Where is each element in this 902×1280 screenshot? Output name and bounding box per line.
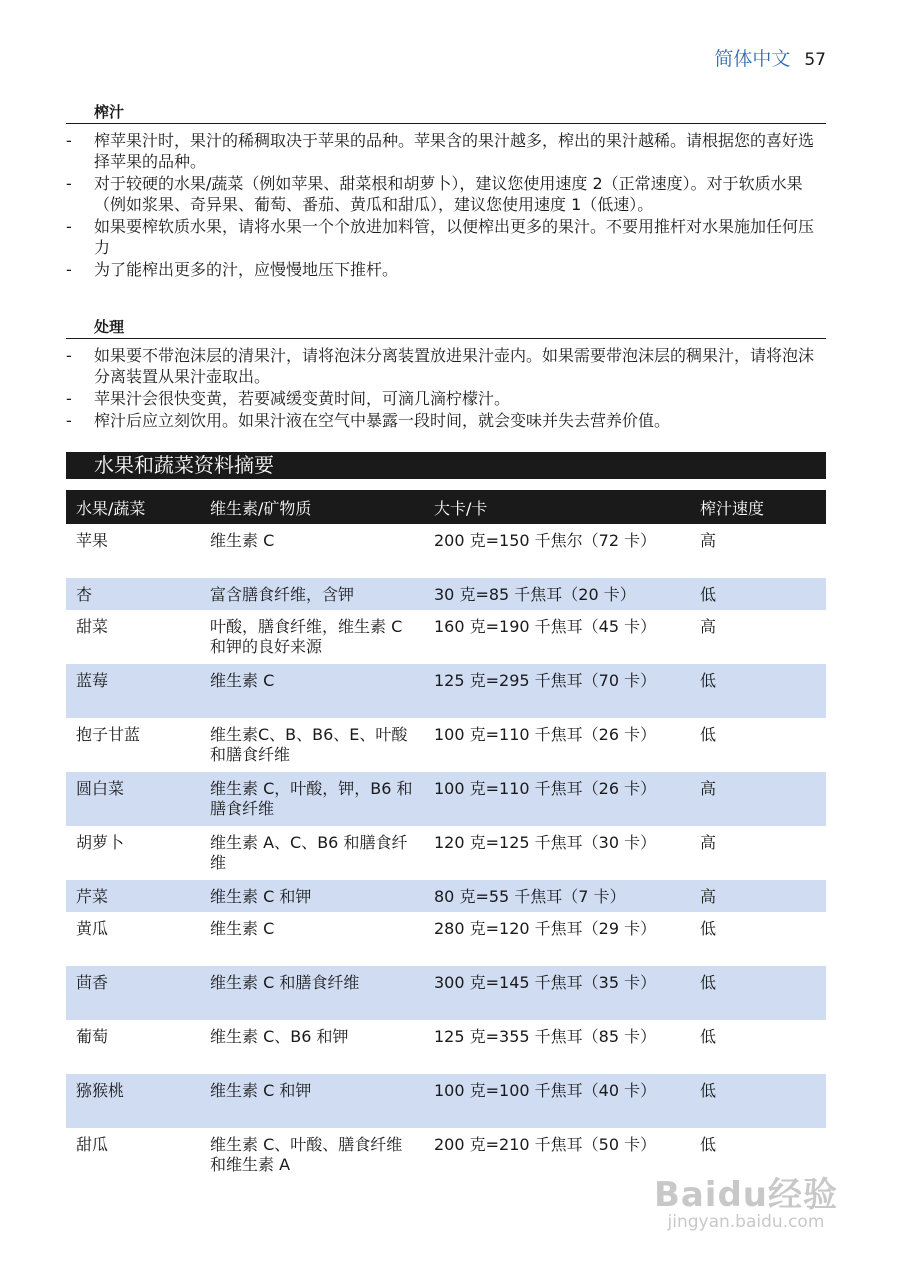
table-row xyxy=(66,664,826,718)
cell-speed: 低 xyxy=(690,664,826,718)
table-row xyxy=(66,772,826,826)
processing-section xyxy=(66,316,826,432)
baidu-watermark xyxy=(654,1167,838,1232)
cell-calories: 280 克=120 千焦耳（29 卡） xyxy=(434,919,657,938)
list-item-text: 对于较硬的水果/蔬菜（例如苹果、甜菜根和胡萝卜），建议您使用速度 2（正常速度）。对于软质水果（例如浆果、奇异果、葡萄、番茄、黄瓜和甜瓜），建议您使用速度 1（低速）。 xyxy=(94,174,803,214)
cell-vitamins: 维生素 A、C、B6 和膳食纤维 xyxy=(210,833,408,872)
summary-title: 水果和蔬菜资料摘要 xyxy=(66,452,826,479)
cell-produce: 圆白菜 xyxy=(66,772,200,826)
cell-calories: 125 克=355 千焦耳（85 卡） xyxy=(434,1027,657,1046)
cell-speed: 低 xyxy=(700,1027,717,1046)
cell-speed: 低 xyxy=(700,725,717,744)
cell-speed: 高 xyxy=(700,833,717,852)
list-item-text: 如果要不带泡沫层的清果汁，请将泡沫分离装置放进果汁壶内。如果需要带泡沫层的稠果汁，请将泡沫分离装置从果汁壶取出。 xyxy=(94,346,815,386)
table-row xyxy=(66,826,826,880)
language-label: 简体中文 xyxy=(714,48,791,70)
cell-speed: 低 xyxy=(690,966,826,1020)
list-item xyxy=(66,216,826,258)
cell-vitamins: 维生素 C xyxy=(210,919,275,938)
cell-calories: 300 克=145 千焦耳（35 卡） xyxy=(424,966,690,1020)
bullet-dash: - xyxy=(66,389,72,408)
cell-produce: 芹菜 xyxy=(66,880,200,912)
column-header-juice-speed: 榨汁速度 xyxy=(690,490,826,524)
page-number: 57 xyxy=(804,50,826,70)
juicing-section xyxy=(66,101,826,281)
bullet-dash: - xyxy=(66,346,72,365)
cell-vitamins: 维生素 C 和膳食纤维 xyxy=(200,966,424,1020)
column-header-vitamins: 维生素/矿物质 xyxy=(200,490,424,524)
cell-speed: 高 xyxy=(690,880,826,912)
table-row xyxy=(66,1074,826,1128)
cell-produce: 胡萝卜 xyxy=(76,833,125,852)
list-item xyxy=(66,345,826,387)
list-item xyxy=(66,130,826,172)
table-row xyxy=(66,966,826,1020)
list-item-text: 榨汁后应立刻饮用。如果汁液在空气中暴露一段时间，就会变味并失去营养价值。 xyxy=(94,411,671,430)
list-item-text: 榨苹果汁时，果汁的稀稠取决于苹果的品种。苹果含的果汁越多，榨出的果汁越稀。请根据您的喜好选择苹果的品种。 xyxy=(94,131,815,171)
cell-calories: 160 克=190 千焦耳（45 卡） xyxy=(434,617,657,636)
cell-vitamins: 维生素C、B、B6、E、叶酸和膳食纤维 xyxy=(210,725,408,764)
table-header-row xyxy=(66,490,826,524)
table-row xyxy=(66,1020,826,1074)
cell-calories: 100 克=110 千焦耳（26 卡） xyxy=(434,725,657,744)
cell-vitamins: 维生素 C 和钾 xyxy=(200,880,424,912)
list-item xyxy=(66,410,826,431)
cell-produce: 甜菜 xyxy=(76,617,109,636)
cell-produce: 猕猴桃 xyxy=(66,1074,200,1128)
cell-calories: 100 克=100 千焦耳（40 卡） xyxy=(424,1074,690,1128)
cell-produce: 苹果 xyxy=(76,531,109,550)
cell-calories: 200 克=150 千焦尔（72 卡） xyxy=(434,531,657,550)
cell-speed: 低 xyxy=(700,1135,717,1154)
cell-speed: 低 xyxy=(690,578,826,610)
cell-speed: 高 xyxy=(700,617,717,636)
table-row xyxy=(66,880,826,912)
cell-produce: 抱子甘蓝 xyxy=(76,725,141,744)
cell-produce: 甜瓜 xyxy=(76,1135,109,1154)
juicing-title: 榨汁 xyxy=(66,101,826,124)
table-row xyxy=(66,718,826,772)
cell-calories: 200 克=210 千焦耳（50 卡） xyxy=(434,1135,657,1154)
cell-produce: 黄瓜 xyxy=(76,919,109,938)
list-item-text: 为了能榨出更多的汁，应慢慢地压下推杆。 xyxy=(94,260,399,279)
cell-vitamins: 维生素 C xyxy=(200,664,424,718)
cell-speed: 低 xyxy=(690,1074,826,1128)
cell-vitamins: 叶酸，膳食纤维，维生素 C 和钾的良好来源 xyxy=(210,617,403,656)
cell-speed: 低 xyxy=(700,919,717,938)
list-item-text: 如果要榨软质水果，请将水果一个个放进加料管，以便榨出更多的果汁。不要用推杆对水果施加任何压力 xyxy=(94,217,815,257)
cell-calories: 100 克=110 千焦耳（26 卡） xyxy=(424,772,690,826)
table-row xyxy=(66,610,826,664)
table-row xyxy=(66,912,826,966)
cell-calories: 125 克=295 千焦耳（70 卡） xyxy=(424,664,690,718)
processing-title: 处理 xyxy=(66,316,826,339)
bullet-dash: - xyxy=(66,260,72,279)
cell-vitamins: 维生素 C、叶酸、膳食纤维和维生素 A xyxy=(210,1135,403,1174)
watermark-logo: Baidu经验 xyxy=(653,1175,838,1215)
cell-calories: 80 克=55 千焦耳（7 卡） xyxy=(424,880,690,912)
list-item xyxy=(66,173,826,215)
cell-calories: 120 克=125 千焦耳（30 卡） xyxy=(434,833,657,852)
cell-produce: 葡萄 xyxy=(76,1027,109,1046)
bullet-dash: - xyxy=(66,174,72,193)
cell-vitamins: 维生素 C、B6 和钾 xyxy=(210,1027,349,1046)
table-row xyxy=(66,578,826,610)
table-row xyxy=(66,524,826,578)
bullet-dash: - xyxy=(66,131,72,150)
cell-vitamins: 维生素 C 和钾 xyxy=(200,1074,424,1128)
juicing-list xyxy=(66,130,826,280)
cell-vitamins: 富含膳食纤维，含钾 xyxy=(200,578,424,610)
cell-produce: 茴香 xyxy=(66,966,200,1020)
list-item xyxy=(66,388,826,409)
watermark-url: jingyan.baidu.com xyxy=(667,1212,825,1232)
cell-speed: 高 xyxy=(690,772,826,826)
list-item xyxy=(66,259,826,280)
page-header xyxy=(714,44,826,71)
column-header-calories: 大卡/卡 xyxy=(424,490,690,524)
bullet-dash: - xyxy=(66,411,72,430)
cell-speed: 高 xyxy=(700,531,717,550)
cell-vitamins: 维生素 C xyxy=(210,531,275,550)
cell-calories: 30 克=85 千焦耳（20 卡） xyxy=(424,578,690,610)
cell-vitamins: 维生素 C，叶酸，钾，B6 和膳食纤维 xyxy=(200,772,424,826)
fruit-vegetable-table xyxy=(66,490,826,1182)
cell-produce: 蓝莓 xyxy=(66,664,200,718)
processing-list xyxy=(66,345,826,431)
list-item-text: 苹果汁会很快变黄，若要减缓变黄时间，可滴几滴柠檬汁。 xyxy=(94,389,511,408)
column-header-produce: 水果/蔬菜 xyxy=(66,490,200,524)
bullet-dash: - xyxy=(66,217,72,236)
cell-produce: 杏 xyxy=(66,578,200,610)
